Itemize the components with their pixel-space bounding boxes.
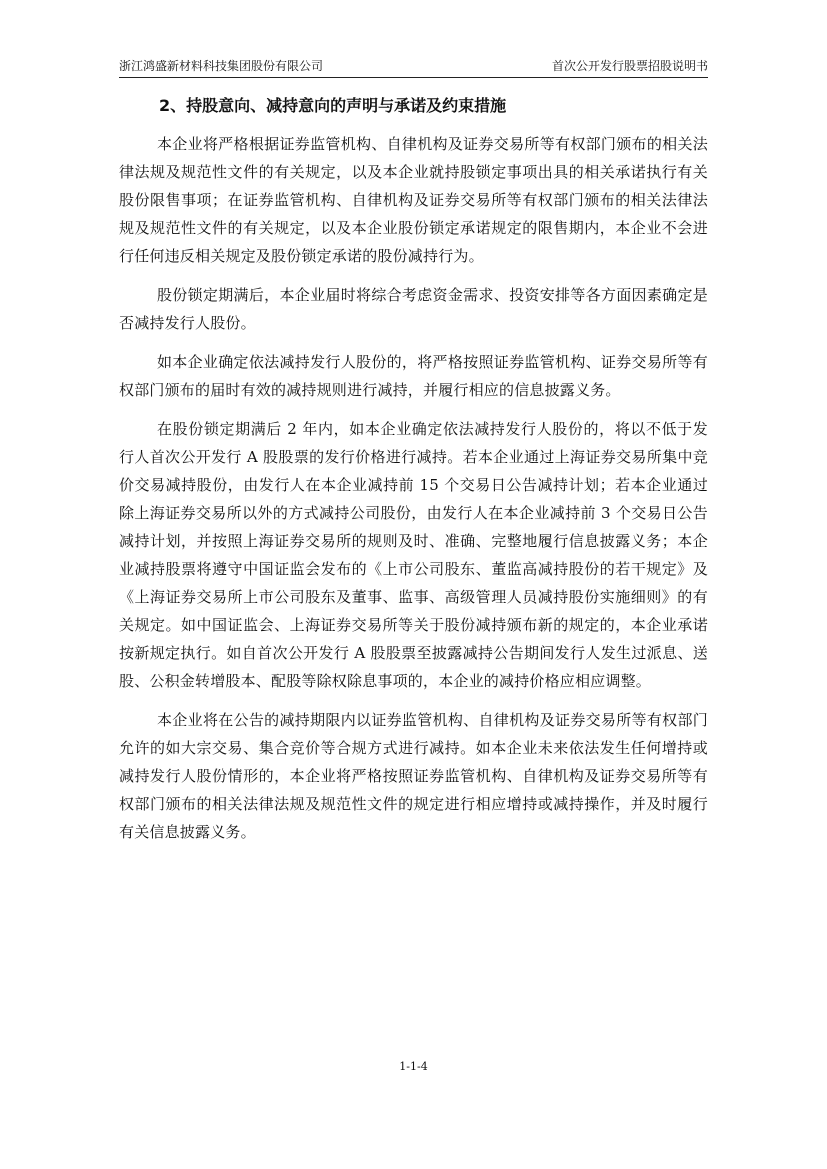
section-title: 2、持股意向、减持意向的声明与承诺及约束措施 <box>159 96 507 115</box>
paragraph: 在股份锁定期满后 2 年内，如本企业确定依法减持发行人股份的，将以不低于发行人首次公开发行 A 股股票的发行价格进行减持。若本企业通过上海证券交易所集中竞价交易减持股份，由发行人在本企业减持前 15 个交易日公告减持计划；若本企业通过除上海证券交易所以外的方式减持公司股份，由发行人在本企业减持前 3 个交易日公告减持计划，并按照上海证券交易所的规则及时、准确、完整地履行信息披露义务；本企业减持股票将遵守中国证监会发布的《上市公司股东、董监高减持股份的若干规定》及《上海证券交易所上市公司股东及董事、监事、高级管理人员减持股份实施细则》的有关规定。如中国证监会、上海证券交易所等关于股份减持颁布新的规定的，本企业承诺按新规定执行。如自首次公开发行 A 股股票至披露减持公告期间发行人发生过派息、送股、公积金转增股本、配股等除权除息事项的，本企业的减持价格应相应调整。 <box>119 420 708 690</box>
paragraph: 本企业将在公告的减持期限内以证券监管机构、自律机构及证券交易所等有权部门允许的如大宗交易、集合竞价等合规方式进行减持。如本企业未来依法发生任何增持或减持发行人股份情形的，本企业将严格按照证券监管机构、自律机构及证券交易所等有权部门颁布的相关法律法规及规范性文件的规定进行相应增持或减持操作，并及时履行有关信息披露义务。 <box>119 711 708 841</box>
header-document-title: 首次公开发行股票招股说明书 <box>551 59 708 73</box>
paragraph: 如本企业确定依法减持发行人股份的，将严格按照证券监管机构、证券交易所等有权部门颁布的届时有效的减持规则进行减持，并履行相应的信息披露义务。 <box>119 353 708 399</box>
paragraph: 股份锁定期满后，本企业届时将综合考虑资金需求、投资安排等各方面因素确定是否减持发行人股份。 <box>119 286 708 332</box>
main-content <box>119 96 708 857</box>
page-number: 1-1-4 <box>399 1060 428 1073</box>
paragraph: 本企业将严格根据证券监管机构、自律机构及证券交易所等有权部门颁布的相关法律法规及规范性文件的有关规定，以及本企业就持股锁定事项出具的相关承诺执行有关股份限售事项；在证券监管机构、自律机构及证券交易所等有权部门颁布的相关法律法规及规范性文件的有关规定，以及本企业股份锁定承诺规定的限售期内，本企业不会进行任何违反相关规定及股份锁定承诺的股份减持行为。 <box>119 135 708 265</box>
header-company-name: 浙江鸿盛新材料科技集团股份有限公司 <box>119 59 324 73</box>
page-header <box>119 57 708 78</box>
